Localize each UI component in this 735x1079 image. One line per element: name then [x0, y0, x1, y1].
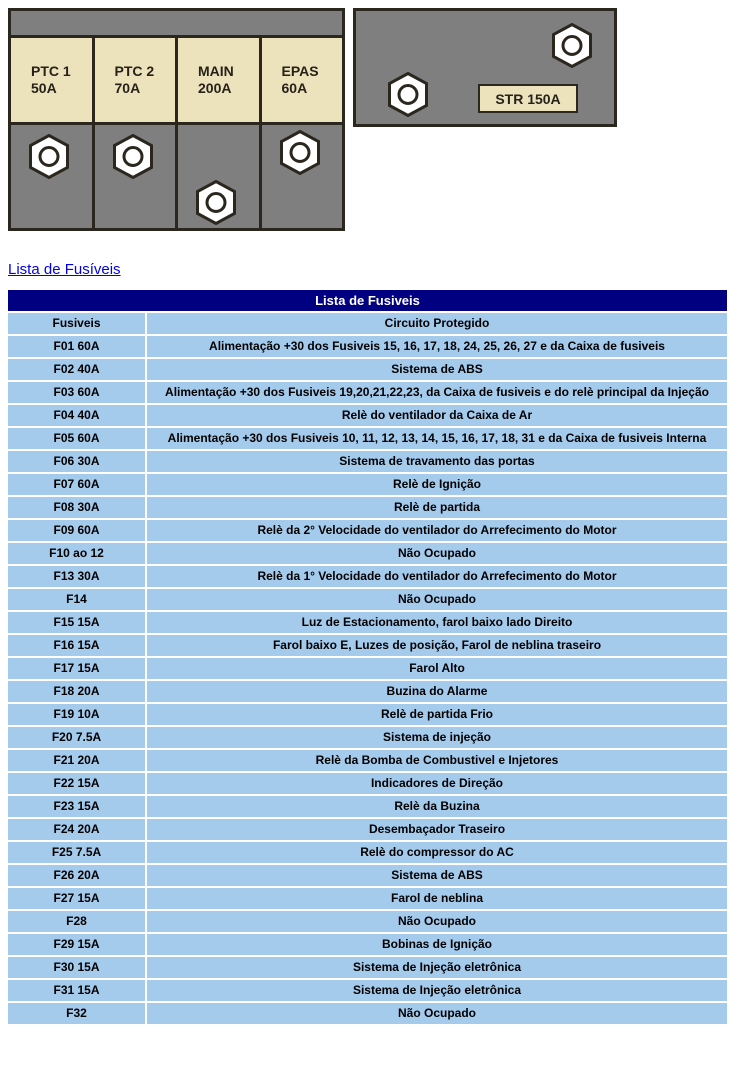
fuse-name: PTC 2 [114, 63, 155, 79]
circuit-cell: Sistema de Injeção eletrônica [147, 980, 727, 1001]
circuit-cell: Não Ocupado [147, 589, 727, 610]
fuse-id-cell: F10 ao 12 [8, 543, 145, 564]
circuit-cell: Buzina do Alarme [147, 681, 727, 702]
main-fuse-box-diagram [8, 8, 345, 231]
circuit-cell: Farol baixo E, Luzes de posição, Farol de neblina traseiro [147, 635, 727, 656]
fuse-id-cell: F08 30A [8, 497, 145, 518]
circuit-cell: Sistema de Injeção eletrônica [147, 957, 727, 978]
hex-nut-icon [29, 134, 69, 179]
circuit-cell: Luz de Estacionamento, farol baixo lado Direito [147, 612, 727, 633]
column-header-fusiveis: Fusiveis [8, 313, 145, 334]
circuit-cell: Relè de Ignição [147, 474, 727, 495]
hex-nut-icon [113, 134, 153, 179]
fuse-box-top-strip [11, 11, 342, 35]
fuse-id-cell: F26 20A [8, 865, 145, 886]
circuit-cell: Relè da Bomba de Combustivel e Injetores [147, 750, 727, 771]
fuse-id-cell: F27 15A [8, 888, 145, 909]
secondary-fuse-box [353, 8, 617, 127]
fuse-id-cell: F13 30A [8, 566, 145, 587]
fuse-list-link[interactable]: Lista de Fusíveis [8, 261, 121, 278]
column-header-circuito: Circuito Protegido [147, 313, 727, 334]
fuse-well-epas [262, 125, 343, 228]
fuse-id-cell: F19 10A [8, 704, 145, 725]
circuit-cell: Alimentação +30 dos Fusiveis 15, 16, 17, 18, 24, 25, 26, 27 e da Caixa de fusiveis [147, 336, 727, 357]
circuit-cell: Não Ocupado [147, 543, 727, 564]
fuse-id-cell: F07 60A [8, 474, 145, 495]
fuse-well-main [178, 125, 259, 228]
circuit-cell: Relè da Buzina [147, 796, 727, 817]
table-title: Lista de Fusiveis [8, 290, 727, 311]
fuse-label-main [178, 38, 259, 122]
circuit-cell: Relè de partida Frio [147, 704, 727, 725]
fuse-id-cell: F18 20A [8, 681, 145, 702]
circuit-cell: Indicadores de Direção [147, 773, 727, 794]
fuse-id-cell: F09 60A [8, 520, 145, 541]
circuit-cell: Não Ocupado [147, 911, 727, 932]
fuse-amp: 200A [198, 80, 232, 96]
fuse-name: EPAS [281, 63, 319, 79]
fuse-name: MAIN [198, 63, 234, 79]
fuse-id-cell: F16 15A [8, 635, 145, 656]
fuse-id-cell: F15 15A [8, 612, 145, 633]
fuse-id-cell: F30 15A [8, 957, 145, 978]
str-fuse-label: STR 150A [478, 84, 578, 113]
fuse-id-cell: F31 15A [8, 980, 145, 1001]
fuse-well-ptc1 [11, 125, 92, 228]
circuit-cell: Bobinas de Ignição [147, 934, 727, 955]
fuse-id-cell: F06 30A [8, 451, 145, 472]
circuit-cell: Desembaçador Traseiro [147, 819, 727, 840]
hex-nut-icon [280, 130, 320, 175]
fuse-label-ptc2 [95, 38, 176, 122]
fuse-well-ptc2 [95, 125, 176, 228]
fuse-id-cell: F20 7.5A [8, 727, 145, 748]
fuse-id-cell: F14 [8, 589, 145, 610]
fuse-id-cell: F17 15A [8, 658, 145, 679]
fuse-amp: 70A [114, 80, 141, 96]
hex-nut-icon [196, 180, 236, 225]
fuse-id-cell: F25 7.5A [8, 842, 145, 863]
fuse-table [8, 290, 727, 1024]
circuit-cell: Alimentação +30 dos Fusiveis 19,20,21,22,23, da Caixa de fusiveis e do relè principal da Injeção [147, 382, 727, 403]
fuse-id-cell: F28 [8, 911, 145, 932]
circuit-cell: Sistema de ABS [147, 359, 727, 380]
circuit-cell: Relè do compressor do AC [147, 842, 727, 863]
circuit-cell: Relè da 1° Velocidade do ventilador do Arrefecimento do Motor [147, 566, 727, 587]
fuse-id-cell: F22 15A [8, 773, 145, 794]
fuse-label-ptc1 [11, 38, 92, 122]
fuse-id-cell: F04 40A [8, 405, 145, 426]
fuse-id-cell: F02 40A [8, 359, 145, 380]
fuse-id-cell: F32 [8, 1003, 145, 1024]
fuse-id-cell: F03 60A [8, 382, 145, 403]
fuse-label-epas [262, 38, 343, 122]
fuse-id-cell: F23 15A [8, 796, 145, 817]
fuse-id-cell: F01 60A [8, 336, 145, 357]
circuit-cell: Farol Alto [147, 658, 727, 679]
circuit-cell: Alimentação +30 dos Fusiveis 10, 11, 12, 13, 14, 15, 16, 17, 18, 31 e da Caixa de fusiveis Interna [147, 428, 727, 449]
circuit-cell: Farol de neblina [147, 888, 727, 909]
fuse-amp: 50A [31, 80, 57, 96]
hex-nut-icon [552, 23, 592, 68]
fuse-name: PTC 1 [31, 63, 71, 79]
circuit-cell: Não Ocupado [147, 1003, 727, 1024]
circuit-cell: Sistema de travamento das portas [147, 451, 727, 472]
circuit-cell: Sistema de ABS [147, 865, 727, 886]
fuse-id-cell: F29 15A [8, 934, 145, 955]
circuit-cell: Relè de partida [147, 497, 727, 518]
circuit-cell: Relè da 2° Velocidade do ventilador do Arrefecimento do Motor [147, 520, 727, 541]
fuse-id-cell: F05 60A [8, 428, 145, 449]
circuit-cell: Sistema de injeção [147, 727, 727, 748]
fuse-id-cell: F24 20A [8, 819, 145, 840]
fuse-amp: 60A [281, 80, 308, 96]
circuit-cell: Relè do ventilador da Caixa de Ar [147, 405, 727, 426]
fuse-id-cell: F21 20A [8, 750, 145, 771]
hex-nut-icon [388, 72, 428, 117]
